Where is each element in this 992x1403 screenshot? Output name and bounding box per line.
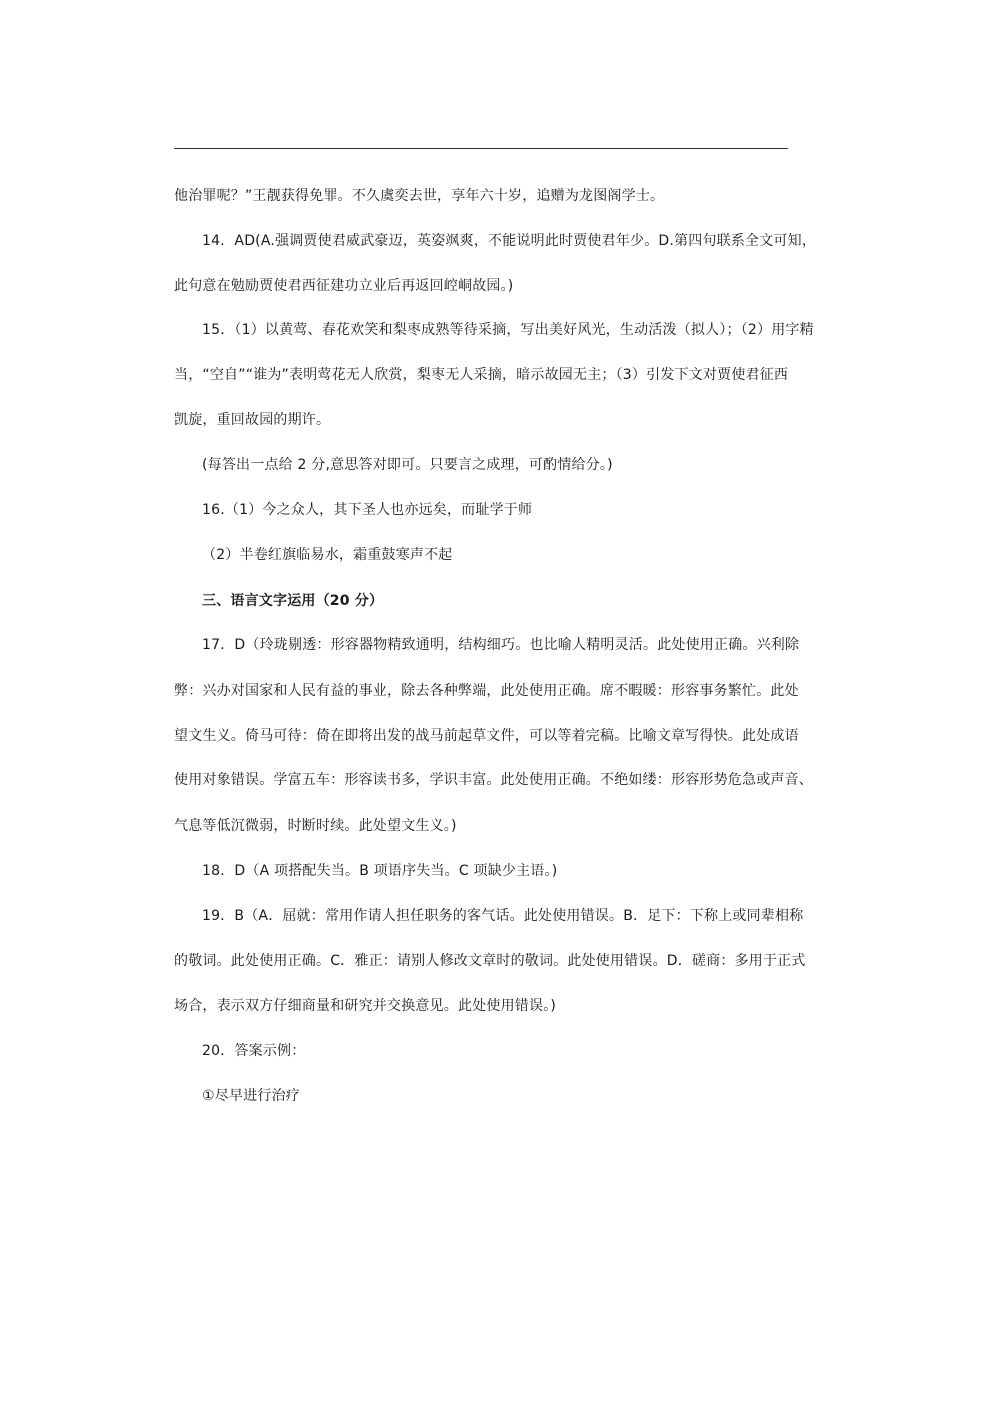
answer-16-part-1: 16.（1）今之众人，其下圣人也亦远矣，而耻学于师 [202,502,533,518]
answer-19: 19．B（A．屈就：常用作请人担任职务的客气话。此处使用错误。B．足下：下称上或同辈相称 [202,908,804,924]
header-rule [174,148,788,149]
answer-14: 14．AD(A.强调贾使君威武豪迈，英姿飒爽，不能说明此时贾使君年少。D.第四句联系全文可知， [202,233,817,249]
answer-18: 18．D（A 项搭配失当。B 项语序失当。C 项缺少主语。) [202,863,558,879]
answer-20: 20．答案示例： [202,1043,306,1059]
answer-17: 17．D（玲珑剔透：形容器物精致通明，结构细巧。也比喻人精明灵活。此处使用正确。兴利除 [202,637,800,653]
text-line: 此句意在勉励贾使君西征建功立业后再返回崆峒故园。) [174,278,514,294]
scoring-note: (每答出一点给 2 分,意思答对即可。只要言之成理，可酌情给分。) [202,457,613,473]
answer-16-part-2: （2）半卷红旗临易水，霜重鼓寒声不起 [202,547,453,563]
text-line: 他治罪呢？”王靓获得免罪。不久虞奕去世，享年六十岁，追赠为龙图阁学士。 [174,188,665,204]
text-line: 望文生义。倚马可待：倚在即将出发的战马前起草文件，可以等着完稿。比喻文章写得快。此处成语 [174,728,799,744]
text-line: 弊：兴办对国家和人民有益的事业，除去各种弊端，此处使用正确。席不暇暖：形容事务繁忙。此处 [174,683,799,699]
answer-15: 15．（1）以黄莺、春花欢笑和梨枣成熟等待采摘，写出美好风光，生动活泼（拟人）；（2）用字精 [202,322,814,338]
text-line: 的敬词。此处使用正确。C．雅正：请别人修改文章时的敬词。此处使用错误。D．磋商：多用于正式 [174,953,806,969]
text-line: 当，“空自”“谁为”表明莺花无人欣赏，梨枣无人采摘，暗示故园无主；（3）引发下文对贾使君征西 [174,367,789,383]
answer-20-item-1: ①尽早进行治疗 [202,1088,300,1104]
text-line: 凯旋，重回故园的期许。 [174,412,331,428]
text-line: 场合，表示双方仔细商量和研究并交换意见。此处使用错误。) [174,998,557,1014]
text-line: 气息等低沉微弱，时断时续。此处望文生义。) [174,818,457,834]
section-heading: 三、语言文字运用（20 分） [202,593,384,609]
text-line: 使用对象错误。学富五车：形容读书多，学识丰富。此处使用正确。不绝如缕：形容形势危急或声音、 [174,772,813,788]
